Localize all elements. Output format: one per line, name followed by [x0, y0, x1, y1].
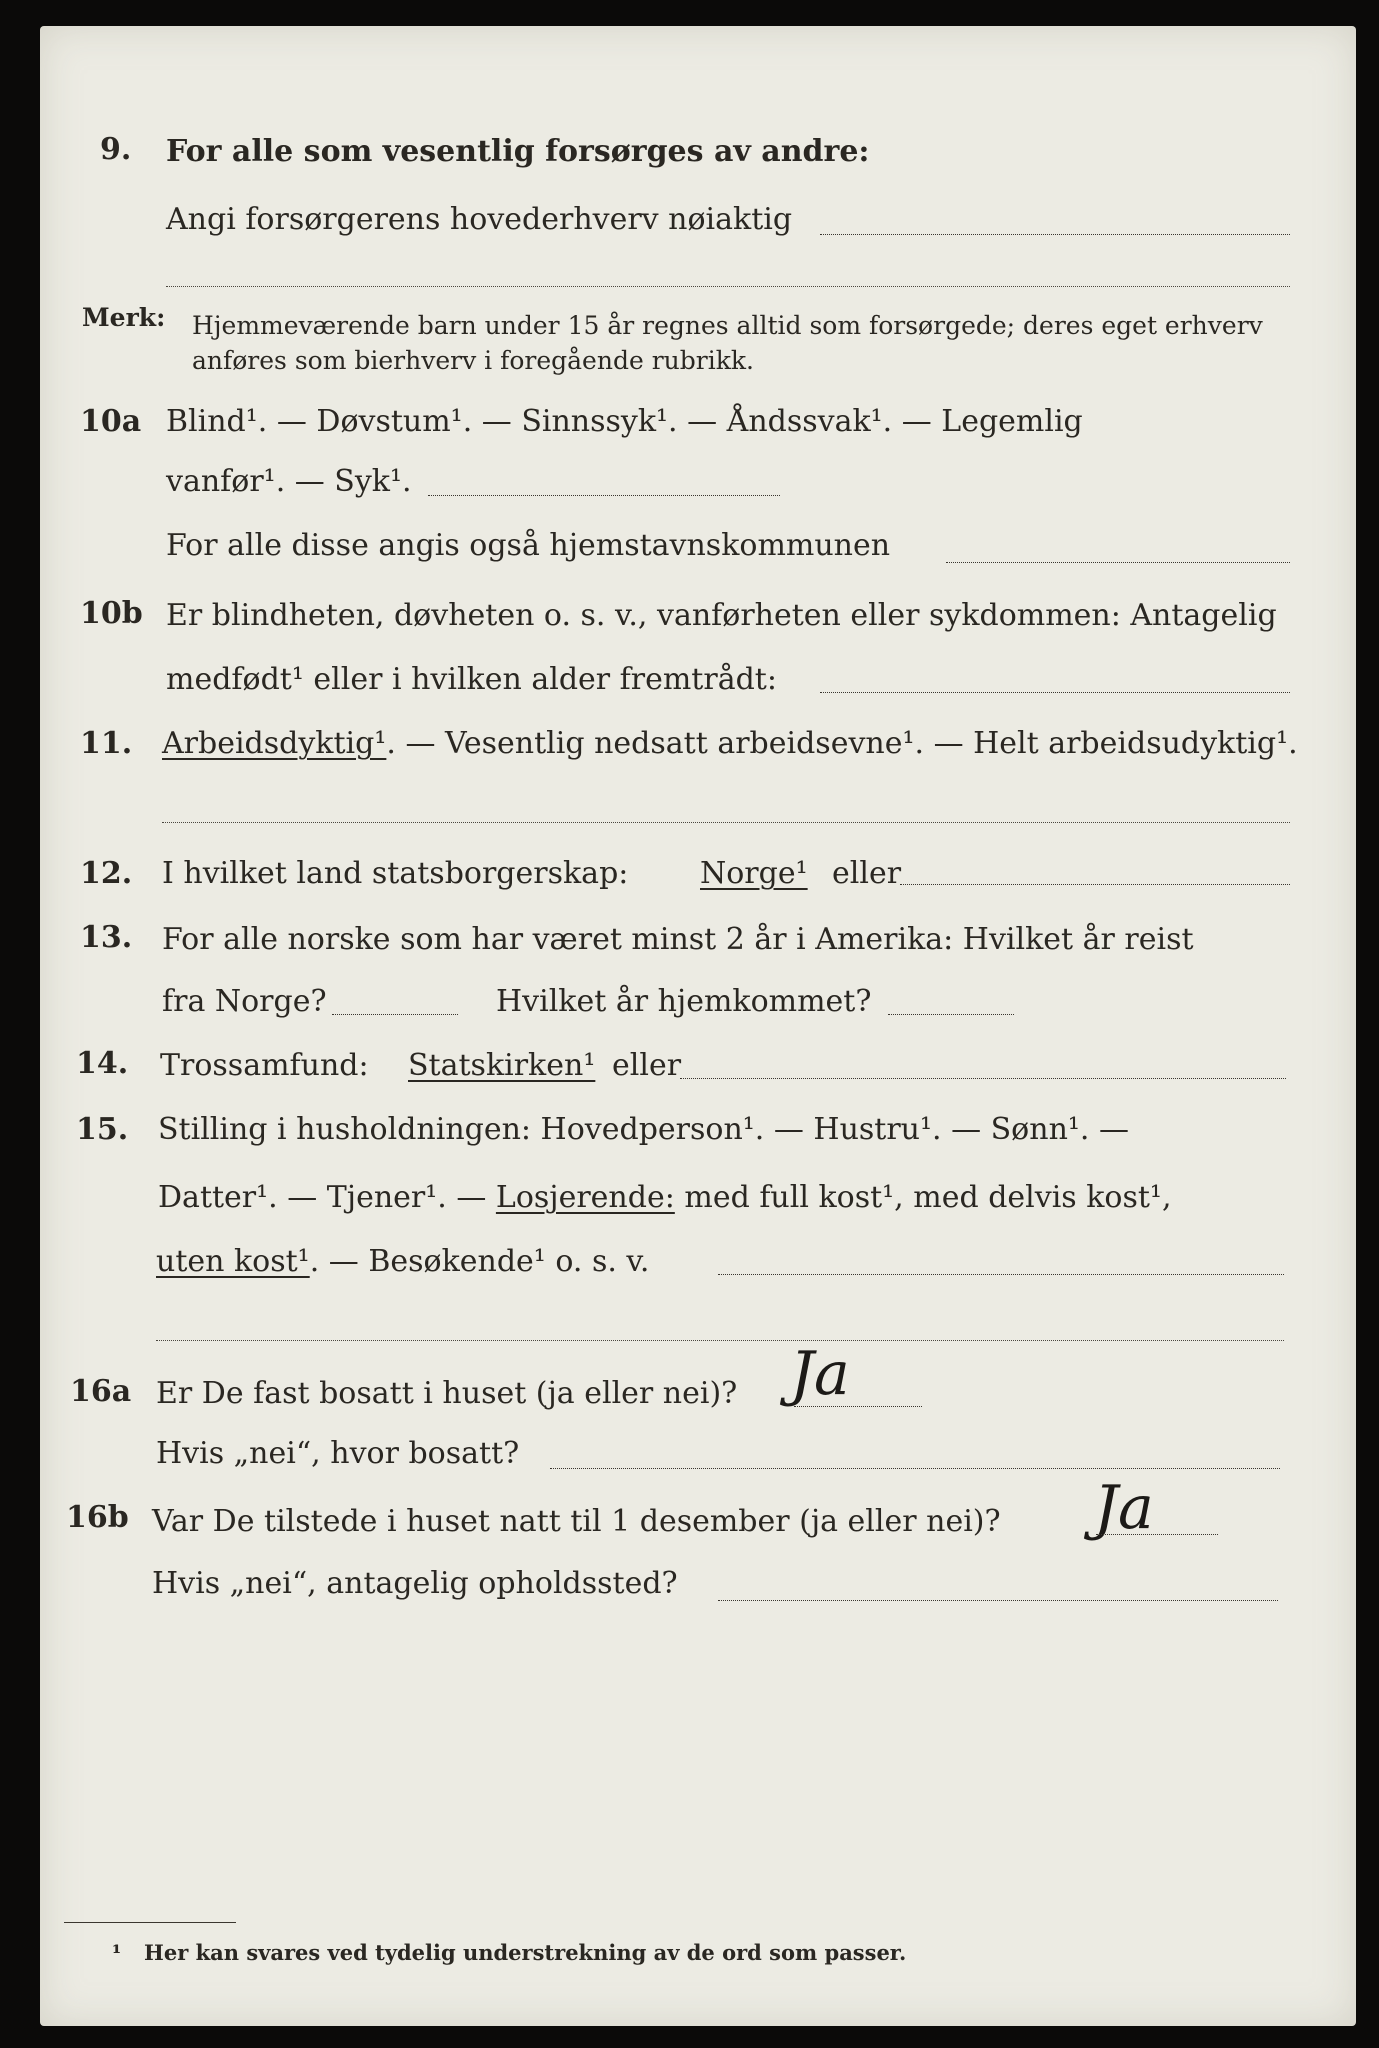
q12-prompt: I hvilket land statsborgerskap:	[162, 856, 629, 891]
q9-answer-line[interactable]	[820, 234, 1290, 235]
footnote-text: Her kan svares ved tydelig understrekning av de ord som passer.	[144, 1940, 907, 1965]
q15-number: 15.	[76, 1112, 129, 1147]
q14-number: 14.	[76, 1046, 129, 1081]
q11-options-rest: . — Vesentlig nedsatt arbeidsevne¹. — Helt arbeidsudyktig¹.	[386, 726, 1298, 761]
q13-line-1: For alle norske som har været minst 2 år i Amerika: Hvilket år reist	[162, 922, 1194, 957]
q9-number: 9.	[100, 132, 132, 167]
q10b-answer-line[interactable]	[820, 692, 1290, 693]
q15-line-3	[156, 1244, 649, 1280]
q9-heading: For alle som vesentlig forsørges av andre:	[166, 134, 870, 169]
q11-extra-line[interactable]	[162, 822, 1290, 823]
q14-answer-line[interactable]	[680, 1078, 1286, 1079]
q15-option-losjerende[interactable]: Losjerende:	[495, 1180, 675, 1215]
q13-return-prompt: Hvilket år hjemkommet?	[496, 984, 872, 1019]
q10a-sick-answer-line[interactable]	[428, 495, 780, 496]
q15-line-2-start: Datter¹. — Tjener¹. —	[158, 1180, 487, 1215]
q15-line-2-end: med full kost¹, med delvis kost¹,	[684, 1180, 1172, 1215]
q10b-line-2: medfødt¹ eller i hvilken alder fremtrådt:	[166, 662, 777, 697]
q15-line-1: Stilling i husholdningen: Hovedperson¹. — Hustru¹. — Sønn¹. —	[158, 1112, 1129, 1147]
q9-prompt: Angi forsørgerens hovederhverv nøiaktig	[166, 202, 793, 237]
q10a-line-3: For alle disse angis også hjemstavnskommunen	[166, 528, 891, 563]
q15-line-2	[158, 1180, 1171, 1216]
q13-left-prompt: fra Norge?	[162, 984, 327, 1019]
q15-answer-line[interactable]	[718, 1274, 1284, 1275]
q15-line-3-rest: . — Besøkende¹ o. s. v.	[309, 1244, 650, 1279]
q13-number: 13.	[80, 920, 133, 955]
q16b-followup-line[interactable]	[718, 1600, 1278, 1601]
q14-option-statskirken[interactable]: Statskirken¹	[408, 1048, 596, 1083]
footnote-separator	[64, 1922, 236, 1923]
q9-extra-line[interactable]	[166, 286, 1290, 287]
q11-number: 11.	[80, 726, 133, 761]
q12-or-label: eller	[832, 856, 902, 891]
q16b-followup: Hvis „nei“, antagelig opholdssted?	[152, 1566, 678, 1601]
q12-answer-line[interactable]	[900, 884, 1290, 885]
q16b-answer-line[interactable]	[1096, 1534, 1218, 1535]
q13-return-year-line[interactable]	[888, 1014, 1014, 1015]
q10a-municipality-line[interactable]	[946, 562, 1290, 563]
q10a-line-1: Blind¹. — Døvstum¹. — Sinnssyk¹. — Åndssvak¹. — Legemlig	[166, 404, 1083, 439]
q16b-number: 16b	[66, 1500, 129, 1535]
q16a-number: 16a	[70, 1374, 132, 1409]
q15-option-uten-kost[interactable]: uten kost¹	[156, 1244, 310, 1279]
footnote-marker: ¹	[112, 1940, 122, 1965]
q12-option-norge[interactable]: Norge¹	[700, 856, 808, 891]
q16b-handwritten-answer[interactable]: Ja	[1094, 1473, 1154, 1543]
q10b-number: 10b	[80, 596, 143, 631]
q14-prompt: Trossamfund:	[160, 1048, 369, 1083]
q16a-answer-line[interactable]	[794, 1406, 922, 1407]
q16a-followup: Hvis „nei“, hvor bosatt?	[156, 1436, 520, 1471]
q10b-line-1: Er blindheten, døvheten o. s. v., vanførheten eller sykdommen: Antagelig	[166, 598, 1277, 633]
q16a-followup-line[interactable]	[550, 1468, 1280, 1469]
merk-line-1: Hjemmeværende barn under 15 år regnes alltid som forsørgede; deres eget erhverv	[192, 311, 1263, 340]
q11-option-selected[interactable]: Arbeidsdyktig¹	[162, 726, 387, 761]
q14-or-label: eller	[612, 1048, 682, 1083]
q12-number: 12.	[80, 856, 133, 891]
q15-extra-line[interactable]	[156, 1340, 1284, 1341]
q10a-line-2: vanfør¹. — Syk¹.	[166, 464, 412, 499]
q16a-prompt: Er De fast bosatt i huset (ja eller nei)?	[156, 1376, 738, 1411]
merk-line-2: anføres som bierhverv i foregående rubrikk.	[192, 346, 754, 375]
merk-label: Merk:	[82, 303, 166, 332]
q10a-number: 10a	[80, 404, 142, 439]
q13-departure-year-line[interactable]	[332, 1014, 458, 1015]
q16a-handwritten-answer[interactable]: Ja	[790, 1339, 850, 1409]
q16b-prompt: Var De tilstede i huset natt til 1 desember (ja eller nei)?	[152, 1504, 1001, 1539]
q11-line	[162, 726, 1298, 762]
